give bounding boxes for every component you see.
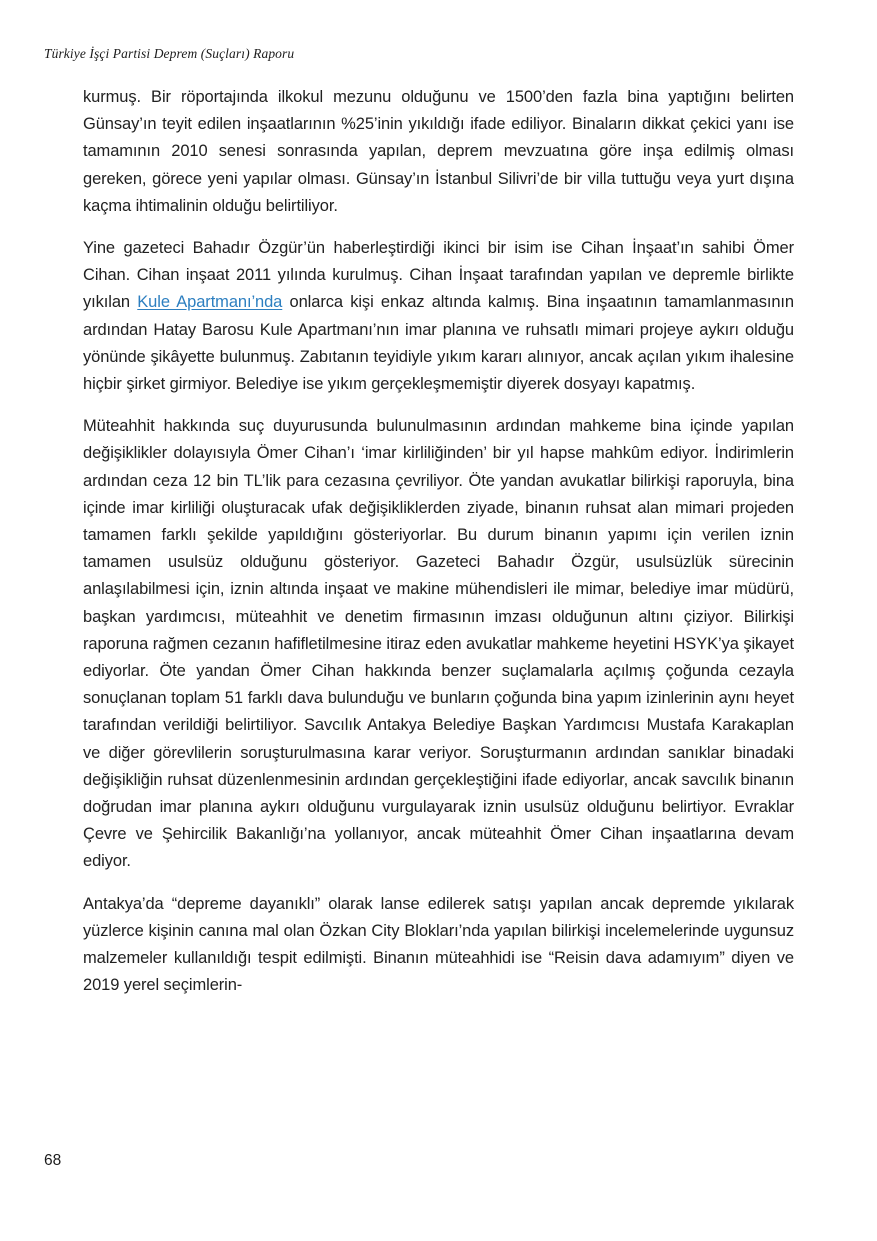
- paragraph-2-text-before: Yine gazeteci Bahadır Özgür’ün haberleştirdiği ikinci bir isim ise Cihan İnşaat’ın sahibi Ömer Cihan. Cihan inşaat 2011 yılında kurulmuş. Cihan İnşaat tarafından yapılan ve depremle birlikte yıkılan: [83, 239, 794, 312]
- paragraph-1: kurmuş. Bir röportajında ilkokul mezunu olduğunu ve 1500’den fazla bina yaptığını belirten Günsay’ın teyit edilen inşaatlarının %25’inin yıkıldığı ifade ediliyor. Binaların dikkat çekici yanı ise tamamının 2010 senesi sonrasında yapılan, deprem mevzuatına göre inşa edilmiş olması gereken, görece yeni yapılar olması. Günsay’ın İstanbul Silivri’de bir villa tuttuğu veya yurt dışına kaçma ihtimalinin olduğu belirtiliyor.: [83, 88, 794, 215]
- paragraph-2-text-after: onlarca kişi enkaz altında kalmış. Bina inşaatının tamamlanmasının ardından Hatay Barosu Kule Apartmanı’nın imar planına ve ruhsatlı mimari projeye aykırı olduğu yönünde şikâyette bulunmuş. Zabıtanın teyidiyle yıkım kararı alınıyor, ancak açılan yıkım ihalesine hiçbir şirket girmiyor. Belediye ise yıkım gerçekleşmemiştir diyerek dosyayı kapatmış.: [83, 293, 794, 394]
- page-number: 68: [44, 1152, 62, 1169]
- paragraph-3: Müteahhit hakkında suç duyurusunda bulunulmasının ardından mahkeme bina içinde yapılan değişiklikler dolayısıyla Ömer Cihan’ı ‘imar kirliliğinden’ bir yıl hapse mahkûm ediyor. İndirimlerin ardından ceza 12 bin TL’lik para cezasına çevriliyor. Öte yandan avukatlar bilirkişi raporuyla, bina içinde imar kirliliği oluşturacak ufak değişikliklerden ziyade, binanın ruhsat alan mimari projeden tamamen farklı şekilde yapıldığını gösteriyorlar. Bu durum binanın yapımı için verilen iznin tamamen usulsüz olduğunu gösteriyor. Gazeteci Bahadır Özgür, usulsüzlük sürecinin anlaşılabilmesi için, iznin altında inşaat ve makine mühendisleri ile mimar, belediye imar müdürü, başkan yardımcısı, müteahhit ve denetim firmasının imzası olduğunun altını çiziyor. Bilirkişi raporuna rağmen cezanın hafifletilmesine itiraz eden avukatlar mahkeme heyetini HSYK’ya şikayet ediyorlar. Öte yandan Ömer Cihan hakkında benzer suçlamalarla açılmış çoğunda cezayla sonuçlanan toplam 51 farklı dava bulunduğu ve bunların çoğunda bina yapım izinlerinin aynı heyet tarafından verildiği belirtiliyor. Savcılık Antakya Belediye Başkan Yardımcısı Mustafa Karakaplan ve diğer görevlilerin soruşturulmasına karar veriyor. Soruşturmanın ardından sanıklar binadaki değişikliğin ruhsat düzenlenmesinin ardından gerçekleştiğini ifade ediyorlar, ancak savcılık binanın doğrudan imar planına aykırı olduğunu vurgulayarak iznin usulsüz olduğunu belirtiyor. Evraklar Çevre ve Şehircilik Bakanlığı’na yollanıyor, ancak müteahhit Ömer Cihan inşaatlarına devam ediyor.: [83, 417, 794, 871]
- body-text: [83, 84, 794, 1015]
- paragraph-4: Antakya’da “depreme dayanıklı” olarak lanse edilerek satışı yapılan ancak depremde yıkılarak yüzlerce kişinin canına mal olan Özkan City Blokları’nda yapılan bilirkişi incelemelerinde uygunsuz malzemeler kullanıldığı tespit edilmişti. Binanın müteahhidi ise “Reisin dava adamıyım” diyen ve 2019 yerel seçimlerin-: [83, 894, 794, 995]
- paragraph-2: [83, 235, 794, 398]
- running-header: Türkiye İşçi Partisi Deprem (Suçları) Raporu: [44, 46, 295, 61]
- kule-apartmani-link[interactable]: Kule Apartmanı’nda: [137, 293, 283, 312]
